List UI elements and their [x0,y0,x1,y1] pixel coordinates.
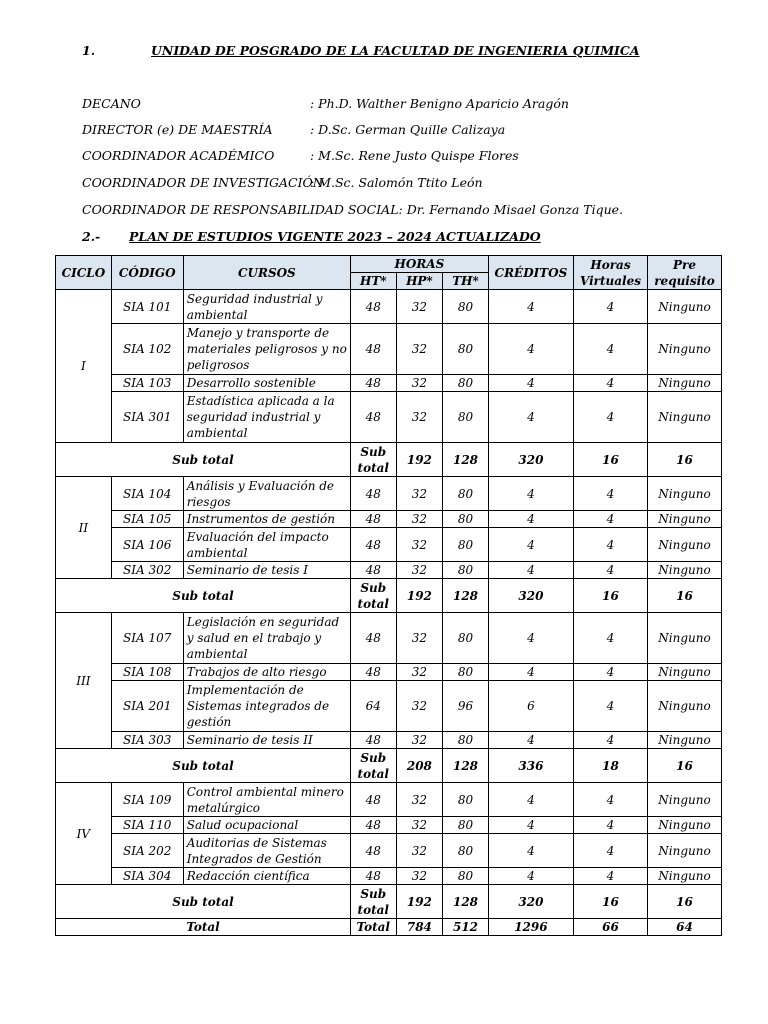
prerequisite: Ninguno [647,834,721,868]
course-name: Legislación en seguridad y salud en el trabajo y ambiental [183,613,350,664]
subtotal-virtual-hours: 18 [573,749,647,783]
total-row [56,919,722,936]
course-name: Seminario de tesis II [183,732,350,749]
subtotal-th: 128 [443,749,489,783]
course-name: Instrumentos de gestión [183,511,350,528]
hours-th: 80 [443,732,489,749]
hours-hp: 32 [396,817,443,834]
hours-hp: 32 [396,528,443,562]
hours-ht: 48 [350,613,396,664]
course-name: Desarrollo sostenible [183,375,350,392]
course-code: SIA 302 [111,562,183,579]
virtual-hours: 4 [573,511,647,528]
course-row [56,290,722,324]
prerequisite: Ninguno [647,290,721,324]
staff-name: : D.Sc. German Quille Calizaya [310,122,506,137]
course-name: Seminario de tesis I [183,562,350,579]
staff-name: : M.Sc. Salomón Ttito León [310,175,483,190]
subtotal-credits: 336 [488,749,573,783]
subtotal-row [56,749,722,783]
total-label: Total [56,919,351,936]
prerequisite: Ninguno [647,732,721,749]
course-row [56,528,722,562]
course-row [56,392,722,443]
total-prerequisite: 64 [647,919,721,936]
hours-hp: 32 [396,477,443,511]
subtotal-row [56,579,722,613]
hours-hp: 32 [396,613,443,664]
course-name: Redacción científica [183,868,350,885]
hours-hp: 32 [396,783,443,817]
subtotal-virtual-hours: 16 [573,579,647,613]
virtual-hours: 4 [573,783,647,817]
credits: 4 [488,528,573,562]
hours-ht: 64 [350,681,396,732]
course-code: SIA 101 [111,290,183,324]
course-code: SIA 107 [111,613,183,664]
credits: 4 [488,783,573,817]
course-row [56,783,722,817]
subtotal-hp: 192 [396,443,443,477]
prerequisite: Ninguno [647,392,721,443]
subtotal-th: 128 [443,443,489,477]
credits: 4 [488,290,573,324]
staff-role: DECANO [82,96,141,111]
cycle-label: II [56,477,112,579]
hours-th: 80 [443,392,489,443]
hours-hp: 32 [396,834,443,868]
course-row [56,511,722,528]
prerequisite: Ninguno [647,375,721,392]
staff-name: : Ph.D. Walther Benigno Aparicio Aragón [310,96,569,111]
hours-th: 80 [443,834,489,868]
hours-ht: 48 [350,477,396,511]
hours-hp: 32 [396,392,443,443]
hours-ht: 48 [350,511,396,528]
total-credits: 1296 [488,919,573,936]
subtotal-th: 128 [443,885,489,919]
subtotal-prerequisite: 16 [647,749,721,783]
course-name: Implementación de Sistemas integrados de gestión [183,681,350,732]
hours-hp: 32 [396,562,443,579]
hours-ht: 48 [350,868,396,885]
credits: 4 [488,375,573,392]
hours-th: 80 [443,375,489,392]
subtotal-ht: Sub total [350,885,396,919]
hours-th: 80 [443,562,489,579]
hours-hp: 32 [396,511,443,528]
virtual-hours: 4 [573,834,647,868]
prerequisite: Ninguno [647,324,721,375]
staff-role: DIRECTOR (e) DE MAESTRÍA [82,122,273,137]
hours-ht: 48 [350,817,396,834]
virtual-hours: 4 [573,664,647,681]
hours-th: 80 [443,613,489,664]
section-1-number: 1. [82,43,96,58]
hours-th: 80 [443,528,489,562]
subtotal-ht: Sub total [350,579,396,613]
hours-ht: 48 [350,732,396,749]
virtual-hours: 4 [573,324,647,375]
course-name: Análisis y Evaluación de riesgos [183,477,350,511]
cycle-label: IV [56,783,112,885]
virtual-hours: 4 [573,562,647,579]
credits: 4 [488,562,573,579]
subtotal-virtual-hours: 16 [573,443,647,477]
virtual-hours: 4 [573,290,647,324]
course-name: Seguridad industrial y ambiental [183,290,350,324]
subtotal-prerequisite: 16 [647,579,721,613]
header-ciclo: CICLO [56,256,112,290]
credits: 4 [488,613,573,664]
staff-role: COORDINADOR DE INVESTIGACIÓN [82,175,324,190]
hours-th: 96 [443,681,489,732]
subtotal-row [56,885,722,919]
credits: 4 [488,868,573,885]
credits: 4 [488,664,573,681]
cycle-label: I [56,290,112,443]
subtotal-ht: Sub total [350,749,396,783]
hours-ht: 48 [350,528,396,562]
course-code: SIA 109 [111,783,183,817]
course-name: Auditorias de Sistemas Integrados de Gestión [183,834,350,868]
course-name: Estadística aplicada a la seguridad industrial y ambiental [183,392,350,443]
subtotal-ht: Sub total [350,443,396,477]
course-code: SIA 104 [111,477,183,511]
course-name: Control ambiental minero metalúrgico [183,783,350,817]
course-code: SIA 103 [111,375,183,392]
course-code: SIA 202 [111,834,183,868]
credits: 4 [488,511,573,528]
staff-role: COORDINADOR ACADÉMICO [82,148,275,163]
hours-hp: 32 [396,868,443,885]
hours-th: 80 [443,511,489,528]
hours-ht: 48 [350,375,396,392]
header-codigo: CÓDIGO [111,256,183,290]
total-ht: Total [350,919,396,936]
course-name: Manejo y transporte de materiales peligrosos y no peligrosos [183,324,350,375]
hours-hp: 32 [396,732,443,749]
course-code: SIA 301 [111,392,183,443]
prerequisite: Ninguno [647,817,721,834]
subtotal-hp: 192 [396,885,443,919]
subtotal-credits: 320 [488,579,573,613]
course-row [56,324,722,375]
course-name: Trabajos de alto riesgo [183,664,350,681]
course-row [56,375,722,392]
total-th: 512 [443,919,489,936]
course-name: Salud ocupacional [183,817,350,834]
header-horas: HORAS [350,256,488,273]
credits: 4 [488,817,573,834]
staff-line-social: COORDINADOR DE RESPONSABILIDAD SOCIAL: Dr. Fernando Misael Gonza Tique. [82,202,624,217]
subtotal-credits: 320 [488,885,573,919]
course-code: SIA 303 [111,732,183,749]
virtual-hours: 4 [573,477,647,511]
header-cursos: CURSOS [183,256,350,290]
virtual-hours: 4 [573,868,647,885]
course-row [56,732,722,749]
virtual-hours: 4 [573,375,647,392]
subtotal-th: 128 [443,579,489,613]
prerequisite: Ninguno [647,511,721,528]
section-2-number: 2.- [82,229,101,244]
credits: 4 [488,324,573,375]
total-hp: 784 [396,919,443,936]
hours-ht: 48 [350,562,396,579]
hours-ht: 48 [350,783,396,817]
header-hp: HP* [396,273,443,290]
credits: 4 [488,834,573,868]
course-row [56,613,722,664]
subtotal-virtual-hours: 16 [573,885,647,919]
virtual-hours: 4 [573,392,647,443]
course-row [56,834,722,868]
header-ht: HT* [350,273,396,290]
header-pre-requisito: Pre requisito [647,256,721,290]
course-code: SIA 108 [111,664,183,681]
prerequisite: Ninguno [647,681,721,732]
prerequisite: Ninguno [647,562,721,579]
hours-th: 80 [443,477,489,511]
subtotal-prerequisite: 16 [647,443,721,477]
prerequisite: Ninguno [647,528,721,562]
course-code: SIA 102 [111,324,183,375]
virtual-hours: 4 [573,681,647,732]
course-row [56,817,722,834]
virtual-hours: 4 [573,817,647,834]
course-row [56,868,722,885]
header-creditos: CRÉDITOS [488,256,573,290]
credits: 4 [488,732,573,749]
course-name: Evaluación del impacto ambiental [183,528,350,562]
hours-hp: 32 [396,290,443,324]
subtotal-label: Sub total [56,579,351,613]
hours-hp: 32 [396,664,443,681]
hours-ht: 48 [350,324,396,375]
virtual-hours: 4 [573,613,647,664]
hours-ht: 48 [350,664,396,681]
study-plan-table [55,255,722,936]
hours-hp: 32 [396,681,443,732]
prerequisite: Ninguno [647,613,721,664]
subtotal-prerequisite: 16 [647,885,721,919]
cycle-label: III [56,613,112,749]
credits: 4 [488,392,573,443]
hours-ht: 48 [350,290,396,324]
course-row [56,477,722,511]
hours-th: 80 [443,290,489,324]
course-code: SIA 106 [111,528,183,562]
hours-th: 80 [443,324,489,375]
subtotal-credits: 320 [488,443,573,477]
course-row [56,664,722,681]
section-2-title: PLAN DE ESTUDIOS VIGENTE 2023 – 2024 ACTUALIZADO [129,229,541,244]
course-row [56,562,722,579]
prerequisite: Ninguno [647,664,721,681]
prerequisite: Ninguno [647,868,721,885]
hours-ht: 48 [350,392,396,443]
hours-th: 80 [443,817,489,834]
hours-ht: 48 [350,834,396,868]
virtual-hours: 4 [573,732,647,749]
course-code: SIA 105 [111,511,183,528]
credits: 4 [488,477,573,511]
hours-th: 80 [443,783,489,817]
section-1-title: UNIDAD DE POSGRADO DE LA FACULTAD DE INGENIERIA QUIMICA [151,43,640,58]
subtotal-row [56,443,722,477]
course-code: SIA 201 [111,681,183,732]
subtotal-hp: 208 [396,749,443,783]
virtual-hours: 4 [573,528,647,562]
hours-hp: 32 [396,375,443,392]
prerequisite: Ninguno [647,477,721,511]
staff-name: : M.Sc. Rene Justo Quispe Flores [310,148,519,163]
header-horas-virtuales: Horas Virtuales [573,256,647,290]
total-virtual-hours: 66 [573,919,647,936]
subtotal-hp: 192 [396,579,443,613]
course-row [56,681,722,732]
credits: 6 [488,681,573,732]
prerequisite: Ninguno [647,783,721,817]
course-code: SIA 110 [111,817,183,834]
course-code: SIA 304 [111,868,183,885]
header-th: TH* [443,273,489,290]
hours-th: 80 [443,868,489,885]
hours-hp: 32 [396,324,443,375]
subtotal-label: Sub total [56,443,351,477]
subtotal-label: Sub total [56,885,351,919]
hours-th: 80 [443,664,489,681]
subtotal-label: Sub total [56,749,351,783]
